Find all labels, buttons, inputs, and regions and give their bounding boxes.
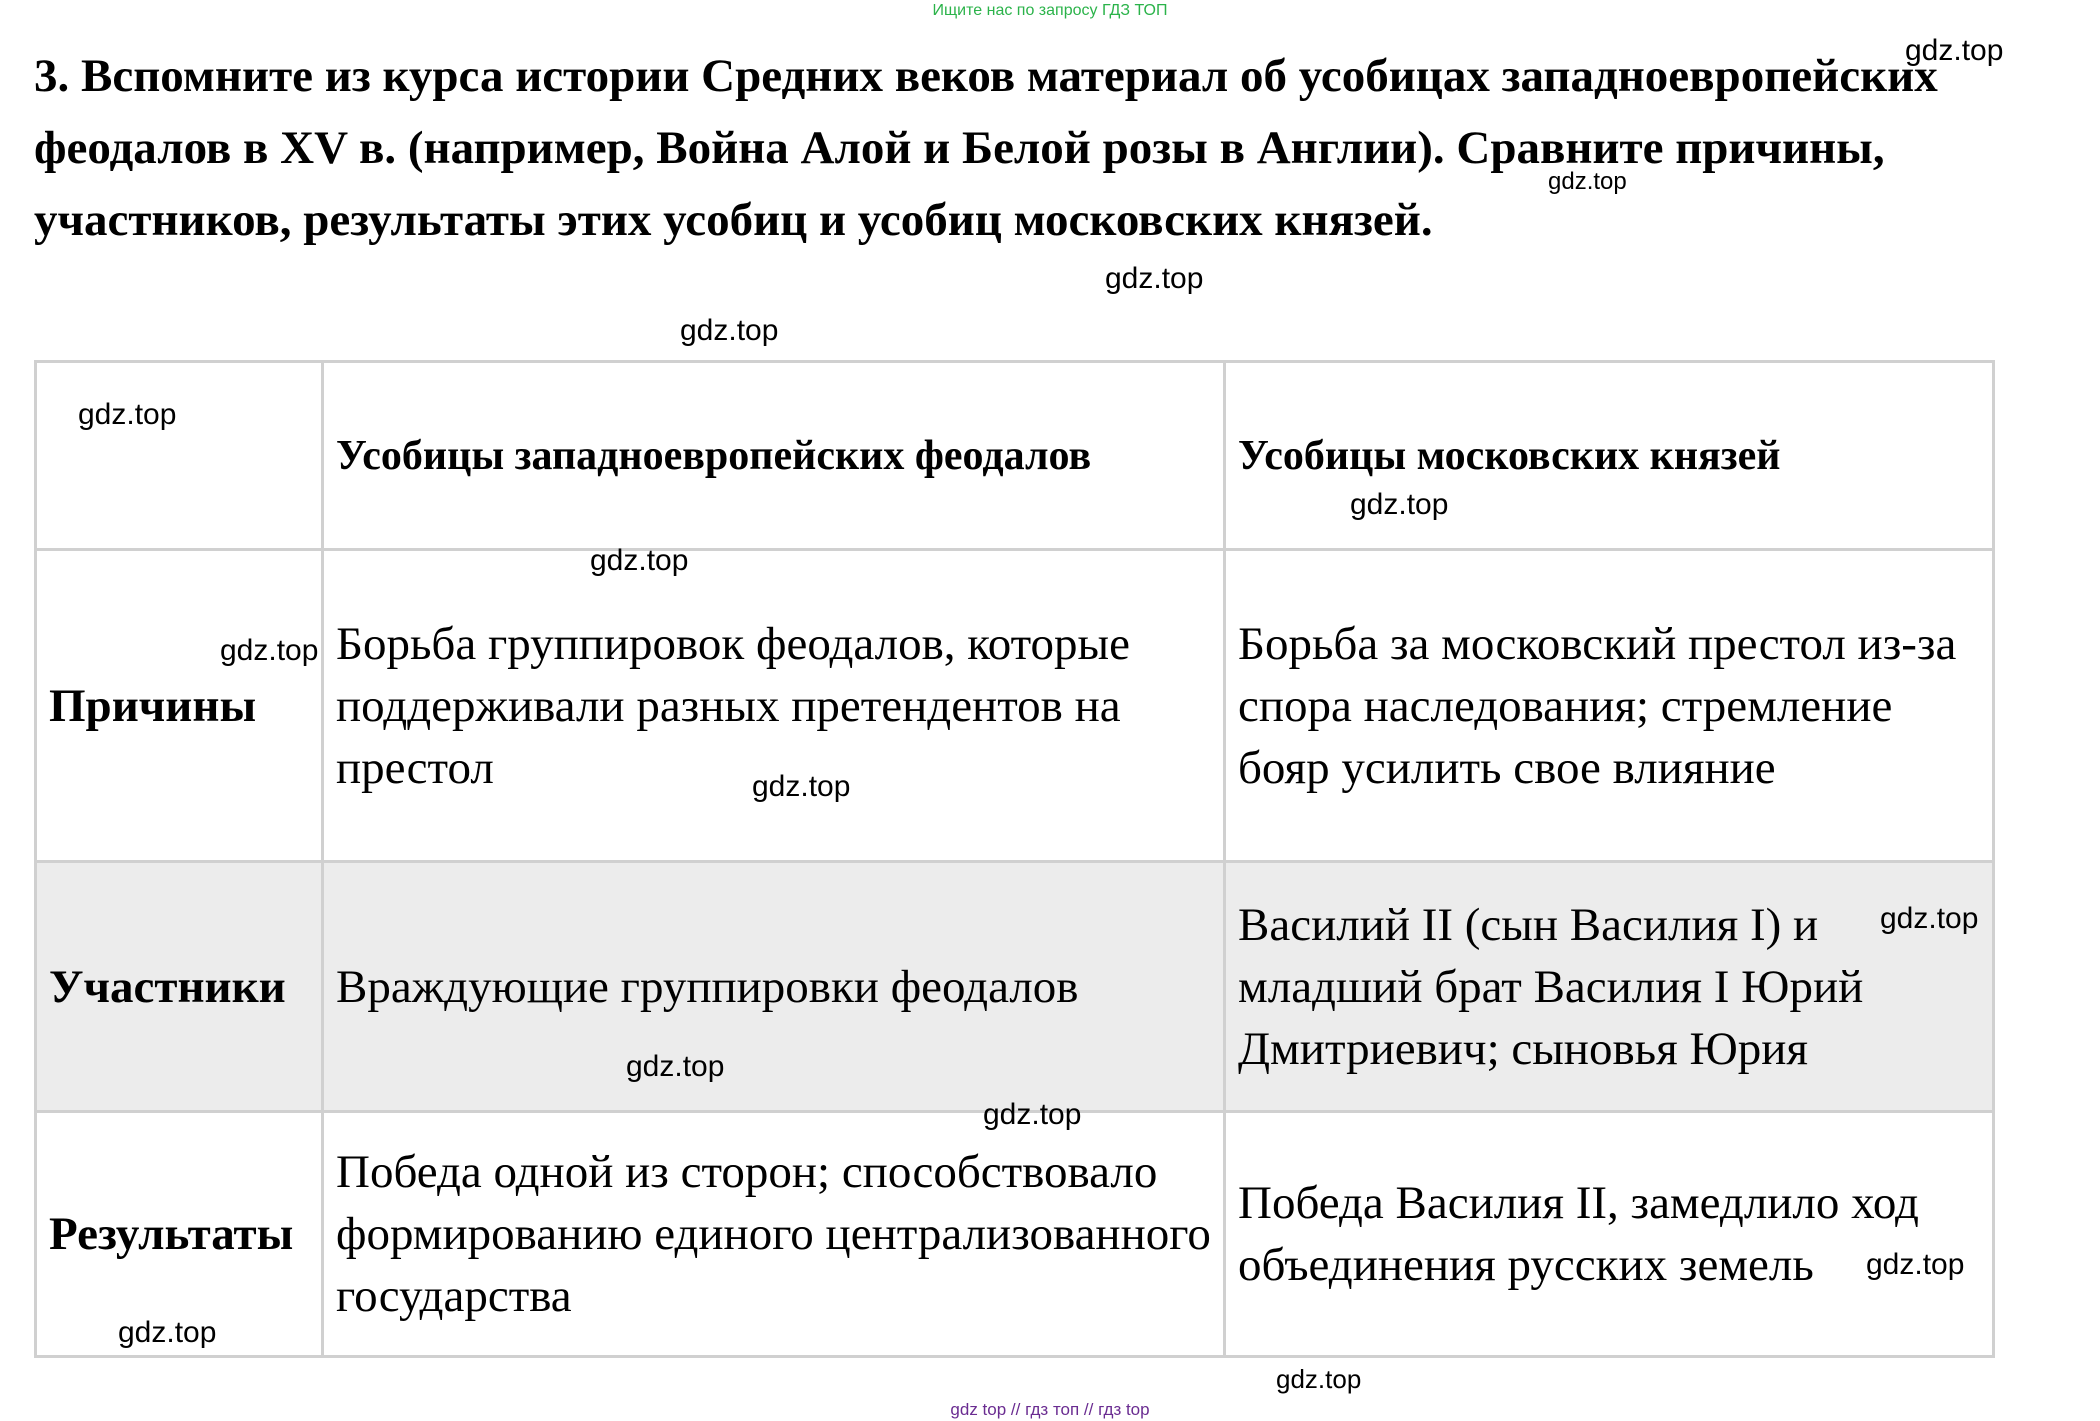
watermark: gdz.top: [626, 1050, 725, 1083]
watermark: gdz.top: [680, 314, 779, 347]
watermark: gdz.top: [1866, 1248, 1965, 1281]
table-row-results: [36, 1112, 1994, 1357]
watermark: gdz.top: [983, 1098, 1082, 1131]
cell-causes-moscow: Борьба за московский престол из-за спора наследования; стремление бояр усилить свое влияние: [1225, 550, 1994, 862]
watermark: gdz.top: [220, 634, 319, 667]
row-label-results: Результаты: [36, 1112, 323, 1357]
cell-causes-western: Борьба группировок феодалов, которые поддерживали разных претендентов на престол: [323, 550, 1225, 862]
watermark: gdz.top: [1350, 488, 1449, 521]
watermark: gdz.top: [1276, 1364, 1362, 1394]
watermark: gdz.top: [78, 398, 177, 431]
cell-results-western: Победа одной из сторон; способствовало формированию единого централизованного государства: [323, 1112, 1225, 1357]
comparison-table: [34, 360, 1995, 1358]
watermark: gdz.top: [1548, 168, 1627, 195]
footer-links: gdz top // гдз топ // гдз top: [950, 1400, 1150, 1419]
row-label-participants: Участники: [36, 862, 323, 1112]
watermark: gdz.top: [752, 770, 851, 803]
header-empty-cell: [36, 362, 323, 550]
watermark: gdz.top: [1905, 34, 2004, 67]
cell-participants-moscow: Василий II (сын Василия I) и младший брат Василия I Юрий Дмитриевич; сыновья Юрия: [1225, 862, 1994, 1112]
table-row-participants: [36, 862, 1994, 1112]
watermark: gdz.top: [1105, 262, 1204, 295]
table-header-row: [36, 362, 1994, 550]
cell-results-moscow: Победа Василия II, замедлило ход объединения русских земель: [1225, 1112, 1994, 1357]
question-text: 3. Вспомните из курса истории Средних веков материал об усобицах западноевропейских феодалов в XV в. (например, Война Алой и Белой розы в Англии). Сравните причины, участников, результаты этих усобиц и усобиц московских князей.: [34, 50, 1938, 246]
search-banner: Ищите нас по запросу ГДЗ ТОП: [932, 2, 1168, 19]
header-western: Усобицы западноевропейских феодалов: [323, 362, 1225, 550]
row-label-causes: Причины: [36, 550, 323, 862]
watermark: gdz.top: [118, 1316, 217, 1349]
watermark: gdz.top: [1880, 902, 1979, 935]
header-moscow: Усобицы московских князей: [1225, 362, 1994, 550]
cell-participants-western: Враждующие группировки феодалов: [323, 862, 1225, 1112]
table-row-causes: [36, 550, 1994, 862]
watermark: gdz.top: [590, 544, 689, 577]
